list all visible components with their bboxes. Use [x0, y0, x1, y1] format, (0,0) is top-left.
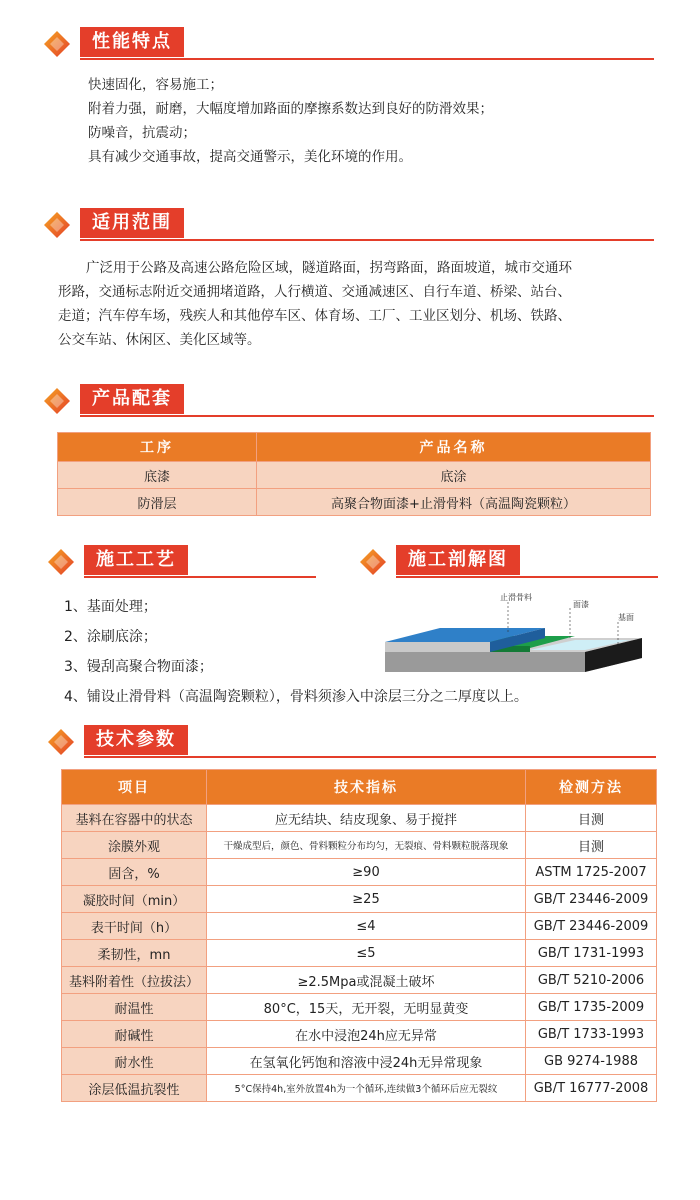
table-cell: GB 9274-1988: [526, 1048, 657, 1075]
table-cell: 在水中浸泡24h应无异常: [207, 1021, 526, 1048]
header-cell: 技术指标: [207, 770, 526, 805]
diagram-title: 施工剖解图: [396, 545, 520, 575]
table-cell: GB/T 1731-1993: [526, 940, 657, 967]
table-cell: GB/T 1733-1993: [526, 1021, 657, 1048]
divider: [80, 239, 654, 241]
diamond-icon: [44, 31, 70, 57]
table-row: [62, 994, 657, 1021]
table-row: [62, 886, 657, 913]
header-cell: 项目: [62, 770, 207, 805]
process-step: 4、铺设止滑骨料（高温陶瓷颗粒），骨料须渗入中涂层三分之二厚度以上。: [64, 689, 528, 705]
table-cell: GB/T 23446-2009: [526, 913, 657, 940]
scope-line: 形路，交通标志附近交通拥堵道路，人行横道、交通减速区、自行车道、桥梁、站台、: [58, 284, 571, 300]
table-row: [58, 489, 651, 516]
kit-title: 产品配套: [80, 384, 184, 414]
table-cell: 耐水性: [62, 1048, 207, 1075]
feature-item: 防噪音，抗震动；: [88, 125, 196, 141]
process-step: 3、镘刮高聚合物面漆；: [64, 659, 213, 675]
table-cell: 应无结块、结皮现象、易于搅拌: [207, 805, 526, 832]
table-cell: 基料附着性（拉拔法）: [62, 967, 207, 994]
table-cell: 耐温性: [62, 994, 207, 1021]
label-topcoat: 面漆: [573, 600, 589, 609]
table-cell: 涂层低温抗裂性: [62, 1075, 207, 1102]
diamond-icon: [48, 729, 74, 755]
table-cell: 耐碱性: [62, 1021, 207, 1048]
table-cell: ≥2.5Mpa或混凝土破坏: [207, 967, 526, 994]
header-cell: 工序: [58, 433, 257, 462]
features-section: [44, 27, 654, 169]
scope-line: 广泛用于公路及高速公路危险区域，隧道路面，拐弯路面，路面坡道，城市交通环: [86, 260, 572, 276]
table-cell: GB/T 23446-2009: [526, 886, 657, 913]
table-cell: ≤4: [207, 913, 526, 940]
table-row: [62, 1075, 657, 1102]
label-substrate: 基面: [618, 613, 634, 622]
params-section: [48, 725, 658, 759]
table-cell: 干燥成型后，颜色、骨料颗粒分布均匀，无裂痕、骨料颗粒脱落现象: [207, 832, 526, 859]
params-table: [61, 769, 657, 1102]
table-row: [58, 462, 651, 489]
diamond-icon: [48, 549, 74, 575]
table-cell: 目测: [526, 805, 657, 832]
table-cell: 表干时间（h）: [62, 913, 207, 940]
diamond-icon: [360, 549, 386, 575]
kit-section: [44, 384, 654, 418]
table-cell: 80°C，15天，无开裂，无明显黄变: [207, 994, 526, 1021]
table-cell: GB/T 16777-2008: [526, 1075, 657, 1102]
table-row: [62, 1021, 657, 1048]
features-title: 性能特点: [80, 27, 184, 57]
table-row: [62, 805, 657, 832]
kit-table: [57, 432, 651, 516]
table-cell: 高聚合物面漆+止滑骨料（高温陶瓷颗粒）: [257, 489, 651, 516]
table-cell: 在氢氧化钙饱和溶液中浸24h无异常现象: [207, 1048, 526, 1075]
table-cell: GB/T 5210-2006: [526, 967, 657, 994]
table-row: [62, 832, 657, 859]
table-cell: 凝胶时间（min）: [62, 886, 207, 913]
table-cell: 防滑层: [58, 489, 257, 516]
table-row: [62, 913, 657, 940]
table-cell: 涂膜外观: [62, 832, 207, 859]
scope-title: 适用范围: [80, 208, 184, 238]
table-cell: 柔韧性，mn: [62, 940, 207, 967]
divider: [84, 576, 316, 578]
table-header-row: [58, 433, 651, 462]
divider: [396, 576, 658, 578]
scope-line: 公交车站、休闲区、美化区域等。: [58, 332, 261, 348]
process-step: 2、涂刷底涂；: [64, 629, 157, 645]
table-cell: ≥90: [207, 859, 526, 886]
diamond-icon: [44, 212, 70, 238]
diagram-section: [360, 545, 660, 579]
table-cell: 底涂: [257, 462, 651, 489]
diamond-icon: [44, 388, 70, 414]
layer-diagram: [380, 590, 650, 682]
scope-line: 走道；汽车停车场，残疾人和其他停车区、体育场、工厂、工业区划分、机场、铁路、: [58, 308, 571, 324]
table-cell: 底漆: [58, 462, 257, 489]
table-cell: ASTM 1725-2007: [526, 859, 657, 886]
table-row: [62, 940, 657, 967]
feature-item: 具有减少交通事故，提高交通警示，美化环境的作用。: [88, 149, 412, 165]
params-title: 技术参数: [84, 725, 188, 755]
table-cell: ≥25: [207, 886, 526, 913]
divider: [80, 415, 654, 417]
label-aggregate: 止滑骨料: [500, 593, 532, 602]
feature-item: 快速固化，容易施工；: [88, 77, 223, 93]
table-row: [62, 1048, 657, 1075]
table-header-row: [62, 770, 657, 805]
header-cell: 检测方法: [526, 770, 657, 805]
process-title: 施工工艺: [84, 545, 188, 575]
table-cell: GB/T 1735-2009: [526, 994, 657, 1021]
divider: [80, 58, 654, 60]
table-cell: 基料在容器中的状态: [62, 805, 207, 832]
table-row: [62, 859, 657, 886]
table-cell: 固含，%: [62, 859, 207, 886]
scope-section: [44, 208, 654, 352]
process-step: 1、基面处理；: [64, 599, 157, 615]
header-cell: 产品名称: [257, 433, 651, 462]
process-section: [48, 545, 318, 579]
table-cell: 5°C保持4h,室外放置4h为一个循环,连续做3个循环后应无裂纹: [207, 1075, 526, 1102]
table-cell: 目测: [526, 832, 657, 859]
table-row: [62, 967, 657, 994]
feature-item: 附着力强，耐磨，大幅度增加路面的摩擦系数达到良好的防滑效果；: [88, 101, 493, 117]
table-cell: ≤5: [207, 940, 526, 967]
divider: [84, 756, 656, 758]
